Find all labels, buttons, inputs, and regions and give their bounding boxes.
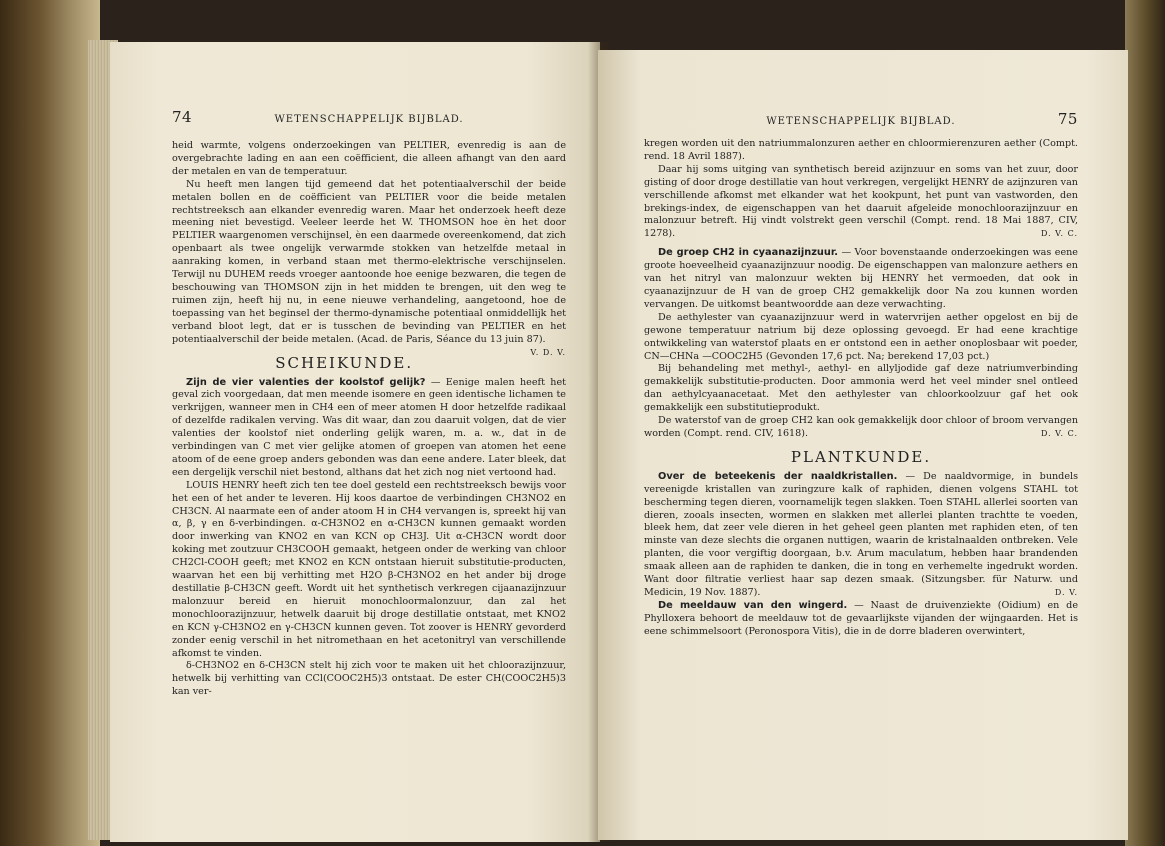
- left-running-head: [172, 108, 566, 126]
- naald-signature: D. V.: [1054, 588, 1078, 597]
- ch2-lead: De groep CH2 in cyaanazijnzuur.: [658, 247, 839, 259]
- section-title-plantkunde: PLANTKUNDE.: [790, 447, 932, 466]
- aethylester-paragraph: De aethylester van cyaanazijnzuur werd in watervrijen aether opgelost en bij de gewone temperatuur natrium bij deze oplossing gevoegd. Er had eene krachtige ontwikkeling van waterstof plaats en er ontstond een in aether onoplosbaar wit poeder, CN—CHNa —COOC2H5 (Gevonden 17,6 pct. Na; berekend 17,03 pct.): [644, 311, 1078, 362]
- valenties-paragraph: [172, 377, 566, 480]
- book-cover-left: [0, 0, 100, 846]
- delta-paragraph: δ-CH3NO2 en δ-CH3CN stelt hij zich voor te maken uit het chloorazijnzuur, hetwelk bij verhitting van CCl(COOC2H5)3 ontstaat. De ester CH(COOC2H5)3 kan ver-: [172, 660, 566, 698]
- valenties-text: — Eenige malen heeft het geval zich voorgedaan, dat men meende isomere en geen identische lichamen te verkrijgen, wanneer men in CH4 een of meer atomen H door hetzelfde radikaal of dezelfde radikalen verving. Was dit waar, dan zou daaruit volgen, dat de vier valenties der koolstof niet onderling gelijk waren, m. a. w., dat in de verbindingen van C met vier gelijke atomen of groepen van atomen het eene atoom of de eene groep anders gebonden was dan eene andere. Later bleek, dat een dergelijk verschil niet bestond, althans dat het zich nog niet vertoond had.: [172, 376, 566, 478]
- right-page-number: 75: [1057, 110, 1078, 128]
- behandeling-paragraph: Bij behandeling met methyl-, aethyl- en allyljodide gaf deze natriumverbinding gemakkelijk substitutie-producten. Door ammonia werd het veel minder snel ontleed dan aethylcyaanacetaat. Met den aethylester van chloorkoolzuur gaf het ook gemakkelijk een substitutieprodukt.: [644, 363, 1078, 414]
- meeldauw-text: — Naast de druivenziekte (Oidium) en de Phylloxera behoort de meeldauw tot de gevaarlijkste vijanden der wijngaarden. Het is eene schimmelsoort (Peronospora Vitis), die in de dorre bladeren overwintert,: [644, 599, 1078, 637]
- section-title-scheikunde: SCHEIKUNDE.: [275, 353, 414, 372]
- azijnzuur-signature: D. V. C.: [1040, 229, 1078, 239]
- peltier-text: Nu heeft men langen tijd gemeend dat het potentiaalverschil der beide metalen bollen en de coëfficient van PELTIER voor die beide metalen rechtstreeksch aan elkander evenredig waren. Maar het onderzoek heeft deze meening niet bevestigd. Veeleer leerde het W. THOMSON hoe èn het door PELTIER waargenomen verschijnsel, èn een daarmede overeenkomend, dat zich openbaart als twee ongelijk verwarmde stokken van hetzelfde metaal in aanraking komen, in verband staan met thermo-elektrische verschijnselen. Terwijl nu DUHEM reeds vroeger aantoonde hoe eenige bezwaren, die tegen de beschouwing van THOMSON zijn in het midden te brengen, uit den weg te ruimen zijn, heeft hij nu, in eene nieuwe verhandeling, aangetoond, hoe de toepassing van het beginsel der thermo-dynamische potentiaal onmiddellijk het verband bloot legt, dat er is tusschen de bevinding van PELTIER en het potentiaalverschil der beide metalen. (Acad. de Paris, Séance du 13 juin 87).: [172, 178, 566, 345]
- valenties-lead: Zijn de vier valenties der koolstof gelijk?: [186, 376, 426, 388]
- naald-paragraph: [644, 471, 1078, 600]
- naald-lead: Over de beteekenis der naaldkristallen.: [658, 470, 898, 482]
- book-cover-right: [1125, 0, 1165, 846]
- meeldauw-paragraph: [644, 600, 1078, 639]
- ch2-paragraph: [644, 247, 1078, 312]
- continuation-paragraph: kregen worden uit den natriummalonzuren aether en chloormierenzuren aether (Compt. rend. 18 Avril 1887).: [644, 138, 1078, 162]
- left-header-title: WETENSCHAPPELIJK BIJBLAD.: [274, 114, 464, 125]
- peltier-signature: V. D. V.: [530, 347, 566, 357]
- azijnzuur-paragraph: [644, 164, 1078, 241]
- left-page: [110, 42, 600, 842]
- peltier-paragraph: [172, 178, 566, 357]
- azijnzuur-text: Daar hij soms uitging van synthetisch bereid azijnzuur en soms van het zuur, door gisting of door droge destillatie van hout verkregen, vergelijkt HENRY de azijnzuren van verschillende afkomst met elkander wat het kookpunt, het punt van vastworden, den brekings-index, de eigenschappen van het daaruit afgeleide monochloorazijnzuur en malonzuur betreft. Hij vindt volstrekt geen verschil (Compt. rend. 18 Mai 1887, CIV, 1278).: [644, 163, 1078, 240]
- waterstof-text: De waterstof van de groep CH2 kan ook gemakkelijk door chloor of broom vervangen worden (Compt. rend. CIV, 1618).: [644, 415, 1078, 439]
- waterstof-signature: D. V. C.: [1040, 428, 1078, 438]
- meeldauw-lead: De meeldauw van den wingerd.: [658, 599, 848, 611]
- naald-text: — De naaldvormige, in bundels vereenigde kristallen van zuringzure kalk of raphiden, dienen volgens STAHL tot bescherming tegen dieren, voornamelijk tegen slakken. Toen STAHL allerlei soorten van dieren, zooals insecten, wormen en slakken met allerlei planten trachtte te voeden, bleek hem, dat zeer vele dieren in het geheel geen planten met raphiden eten, of ten minste van deze slechts die organen nuttigen, waarin de kristalnaalden ontbreken. Vele planten, die voor vergiftig doorgaan, b.v. Arum maculatum, hebben haar brandenden smaak alleen aan de raphiden te danken, die in tong en verhemelte ingedrukt worden. Want door filtratie verliest haar sap dezen smaak. (Sitzungsber. für Naturw. und Medicin, 19 Nov. 1887).: [644, 470, 1078, 598]
- right-page: [598, 50, 1128, 840]
- right-running-head: [644, 110, 1078, 128]
- right-header-title: WETENSCHAPPELIJK BIJBLAD.: [766, 116, 956, 127]
- henry-paragraph: LOUIS HENRY heeft zich ten tee doel gesteld een rechtstreeksch bewijs voor het een of het ander te leveren. Hij koos daartoe de verbindingen CH3NO2 en CH3CN. Al naarmate een of ander atoom H in CH4 vervangen is, spreekt hij van α, β, γ en δ-verbindingen. α-CH3NO2 en α-CH3CN kunnen gemaakt worden door inwerking van KNO2 en van KCN op CH3J. Uit α-CH3CN wordt door koking met zoutzuur CH3COOH gemaakt, hetgeen onder de werking van chloor CH2Cl-COOH geeft; met KNO2 en KCN ontstaan hieruit substitutie-producten, waarvan het een bij verhitting met H2O β-CH3NO2 en het ander bij droge destillatie β-CH3CN geeft. Wordt uit het synthetisch verkregen cijaanazijnzuur malonzuur bereid en hieruit monochloormalonzuur, dan zal het monochloorazijnzuur, hetwelk daaruit bij droge destillatie ontstaat, met KNO2 en KCN γ-CH3NO2 en γ-CH3CN kunnen geven. Tot zoover is HENRY gevorderd zonder eenig verschil in het nitromethaan en het acetonitryl van verschillende afkomst te vinden.: [172, 479, 566, 659]
- intro-paragraph: heid warmte, volgens onderzoekingen van PELTIER, evenredig is aan de overgebrachte lading en aan een coëfficient, die alleen afhangt van den aard der metalen en van de temperatuur.: [172, 140, 566, 177]
- left-page-number: 74: [172, 108, 193, 126]
- ch2-text: — Voor bovenstaande onderzoekingen was eene groote hoeveelheid cyaanazijnzuur noodig. De eigenschappen van malonzure aethers en van het nitryl van malonzuur wekten bij HENRY het vermoeden, dat ook in cyaanazijnzuur de H van de groep CH2 gemakkelijk door Na zou kunnen worden vervangen. De uitkomst beantwoordde aan deze verwachting.: [644, 247, 1078, 310]
- waterstof-paragraph: [644, 415, 1078, 441]
